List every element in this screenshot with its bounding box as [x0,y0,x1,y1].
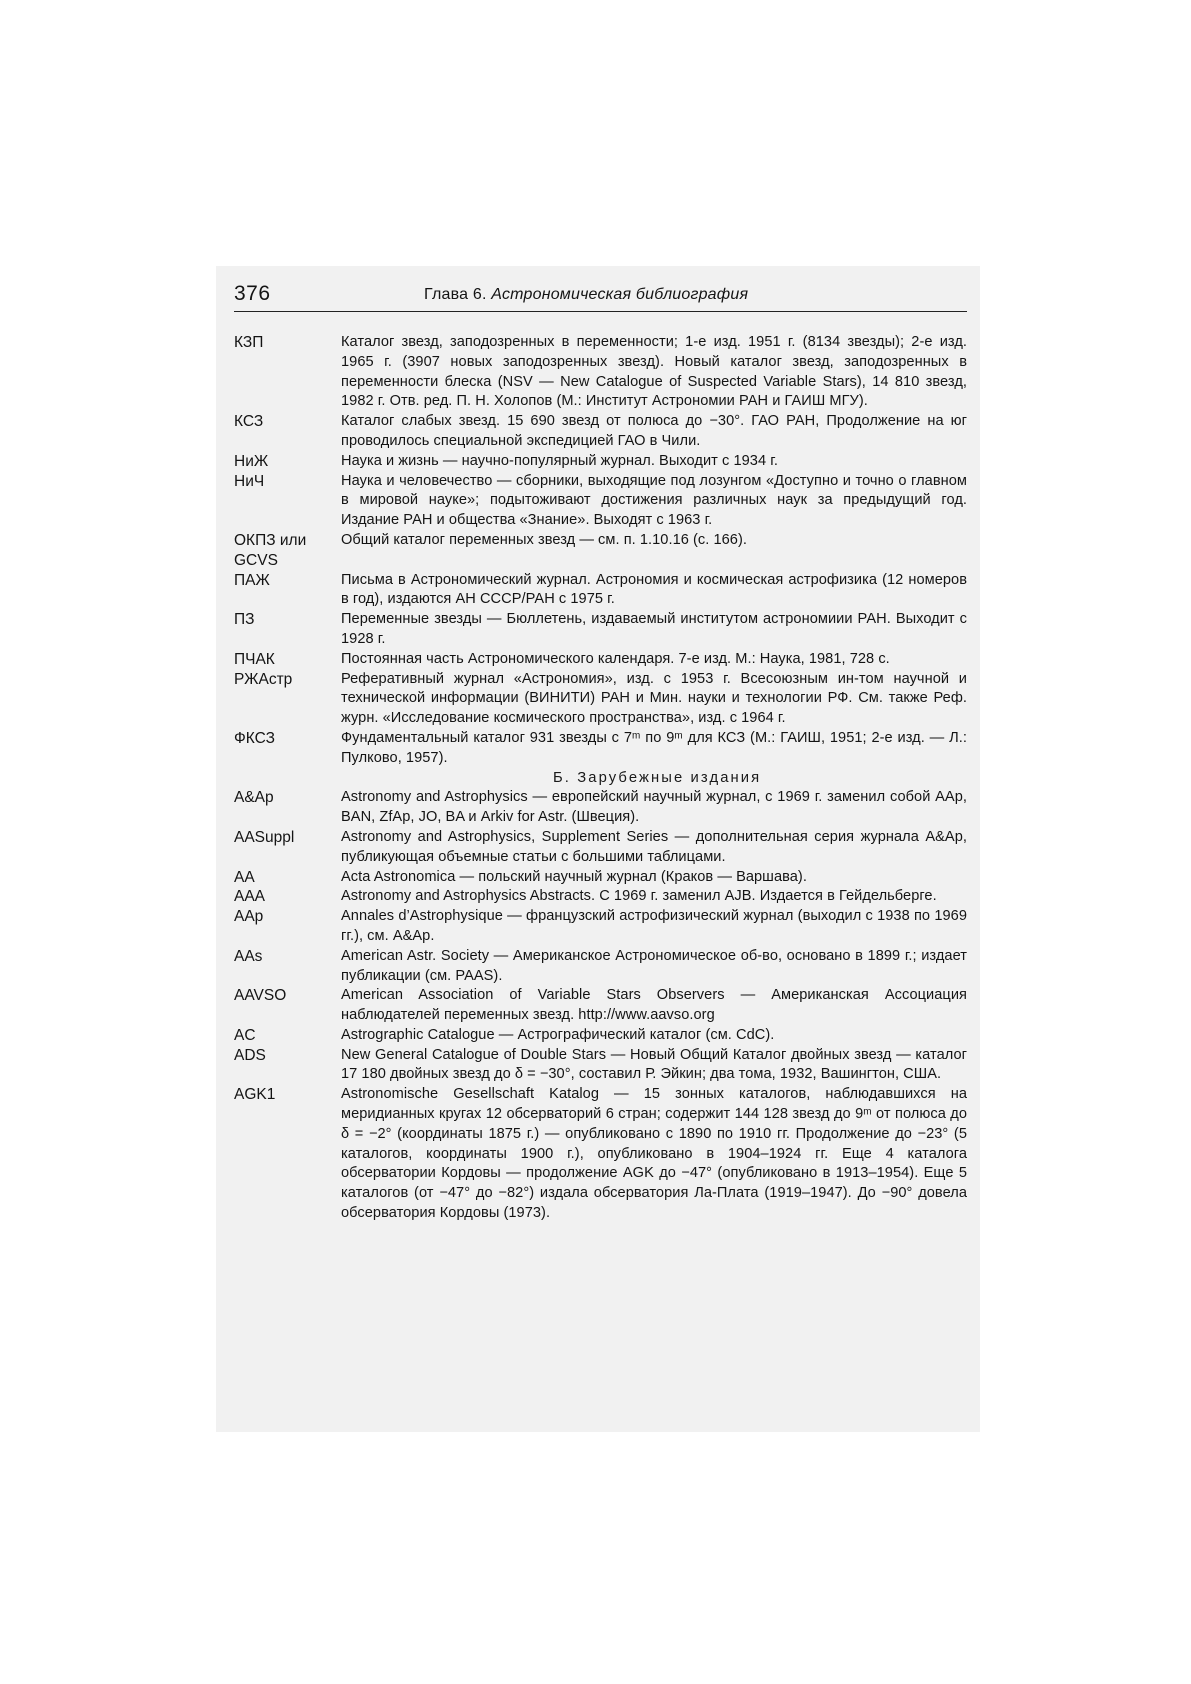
abbreviation-definition: Наука и жизнь — научно-популярный журнал. Выходит с 1934 г. [341,452,778,469]
abbreviation-entry [234,452,967,472]
abbreviation-entry [234,907,967,947]
abbreviation-term: AASuppl [234,828,295,846]
abbreviation-entry [234,1085,967,1224]
running-head [424,285,748,305]
abbreviation-term: ПАЖ [234,571,270,589]
abbreviation-term: ПЗ [234,611,255,629]
abbreviation-definition: Общий каталог переменных звезд — см. п. 1.10.16 (с. 166). [341,531,747,548]
abbreviation-entry [234,947,967,987]
abbreviation-definition: Переменные звезды — Бюллетень, издаваемый институтом астрономиии РАН. Выходит с 1928 г. [341,611,967,647]
abbreviation-term: A&Ap [234,789,274,807]
abbreviation-term: ФКСЗ [234,729,276,747]
domestic-abbreviations [234,333,967,769]
abbreviation-definition: Каталог слабых звезд. 15 690 звезд от полюса до −30°. ГАО РАН, Продолжение на юг проводилось специальной экспедицией ГАО в Чили. [341,413,967,449]
abbreviation-entry [234,887,967,907]
abbreviation-term: КЗП [234,334,264,351]
abbreviation-definition: Astronomy and Astrophysics — европейский научный журнал, с 1969 г. заменил собой AAp, BAN, ZfAp, JO, BA и Arkiv for Astr. (Швеция). [341,789,967,826]
abbreviation-entry [234,670,967,729]
abbreviation-entry [234,531,967,571]
abbreviation-term: ОКПЗ или GCVS [234,531,307,569]
abbreviation-term: AAA [234,888,266,906]
abbreviation-term: ПЧАК [234,650,275,668]
abbreviation-entry [234,472,967,531]
abbreviation-term: НиЖ [234,452,269,470]
page-header [234,283,967,313]
abbreviation-term: AAp [234,908,264,926]
abbreviation-definition: American Astr. Society — Американское Астрономическое об-во, основано в 1899 г.; издает публикации (см. PAAS). [341,947,967,984]
abbreviation-entry [234,729,967,769]
page-number: 376 [234,282,271,305]
abbreviation-entry [234,571,967,611]
abbreviation-definition: Astronomy and Astrophysics, Supplement Series — дополнительная серия журнала A&Ap, публикующая объемные статьи с большими таблицами. [341,828,967,865]
abbreviation-definition: Фундаментальный каталог 931 звезды с 7ᵐ по 9ᵐ для КСЗ (М.: ГАИШ, 1951; 2-е изд. — Л.: Пулково, 1957). [341,729,967,766]
abbreviation-entry [234,788,967,828]
abbreviation-term: РЖАстр [234,670,293,688]
abbreviation-entry [234,828,967,868]
chapter-label: Глава 6. [424,286,492,303]
abbreviation-entry [234,650,967,670]
abbreviation-definition: Письма в Астрономический журнал. Астрономия и космическая астрофизика (12 номеров в год), издаются АН СССР/РАН с 1975 г. [341,571,967,608]
abbreviation-entry [234,1026,967,1046]
abbreviation-term: КСЗ [234,413,264,431]
abbreviation-definition: Реферативный журнал «Астрономия», изд. с 1953 г. Всесоюзным ин-том научной и технической информации (ВИНИТИ) РАН и Мин. науки и технологии РФ. См. также Реф. журн. «Исследование космического пространства», изд. с 1964 г. [341,670,967,727]
abbreviation-term: AGK1 [234,1086,276,1104]
abbreviation-entry [234,986,967,1026]
abbreviation-entry [234,412,967,452]
abbreviation-definition: Annales d’Astrophysique — французский астрофизический журнал (выходил с 1938 по 1969 гг.), см. A&Ap. [341,908,967,944]
abbreviation-definition: Каталог звезд, заподозренных в переменности; 1-е изд. 1951 г. (8134 звезды); 2-е изд. 1965 г. (3907 новых заподозренных звезд). Новый каталог звезд, заподозренных в переменности блеска (NSV — New Catalogue of Suspected Variable Stars), 14 810 звезд, 1982 г. Отв. ред. П. Н. Холопов (М.: Институт Астрономии РАН и ГАИШ МГУ). [341,334,967,410]
abbreviation-entry [234,1046,967,1086]
abbreviation-definition: Постоянная часть Астрономического календаря. 7-е изд. М.: Наука, 1981, 728 с. [341,650,890,667]
abbreviation-term: AA [234,868,255,886]
chapter-title: Астрономическая библиография [491,286,749,303]
abbreviation-term: ADS [234,1046,266,1064]
abbreviation-definition: New General Catalogue of Double Stars — Новый Общий Каталог двойных звезд — каталог 17 180 двойных звезд до δ = −30°, составил Р. Эйкин; два тома, 1932, Вашингтон, США. [341,1046,967,1083]
abbreviation-entry [234,868,967,888]
foreign-abbreviations [234,788,967,1224]
abbreviation-entry [234,333,967,412]
abbreviation-list [234,333,967,1224]
header-rule [234,311,967,312]
abbreviation-definition: American Association of Variable Stars Observers — Американская Ассоциация наблюдателей переменных звезд. http://www.aavso.org [341,987,967,1024]
abbreviation-definition: Acta Astronomica — польский научный журнал (Краков — Варшава). [341,868,807,885]
abbreviation-definition: Astrographic Catalogue — Астрографический каталог (см. CdC). [341,1026,775,1043]
abbreviation-definition: Наука и человечество — сборники, выходящие под лозунгом «Доступно и точно о главном в мировой науке»; подытоживают достижения различных наук за предыдущий год. Издание РАН и общества «Знание». Выходят с 1963 г. [341,472,967,529]
abbreviation-term: AAVSO [234,987,287,1005]
abbreviation-term: НиЧ [234,472,265,490]
abbreviation-term: AC [234,1026,256,1044]
abbreviation-entry [234,610,967,650]
abbreviation-definition: Astronomische Gesellschaft Katalog — 15 зонных каталогов, наблюдавшихся на меридианных кругах 12 обсерваторий 6 стран; содержит 144 128 звезд до 9ᵐ от полюса до δ = −2° (координаты 1875 г.) — опубликовано с 1890 по 1910 гг. Продолжение до −23° (5 каталогов, координаты 1900 г.), опубликовано в 1904–1924 гг. Еще 4 каталога обсерватории Кордовы — продолжение AGK до −47° (опубликовано в 1913–1954). Еще 5 каталогов (от −47° до −82°) издала обсерватория Ла-Плата (1919–1947). До −90° довела обсерватория Кордовы (1973). [341,1086,967,1222]
section-heading: Б. Зарубежные издания [553,769,762,786]
abbreviation-definition: Astronomy and Astrophysics Abstracts. С 1969 г. заменил AJB. Издается в Гейдельберге. [341,888,937,905]
abbreviation-term: AAs [234,947,263,965]
